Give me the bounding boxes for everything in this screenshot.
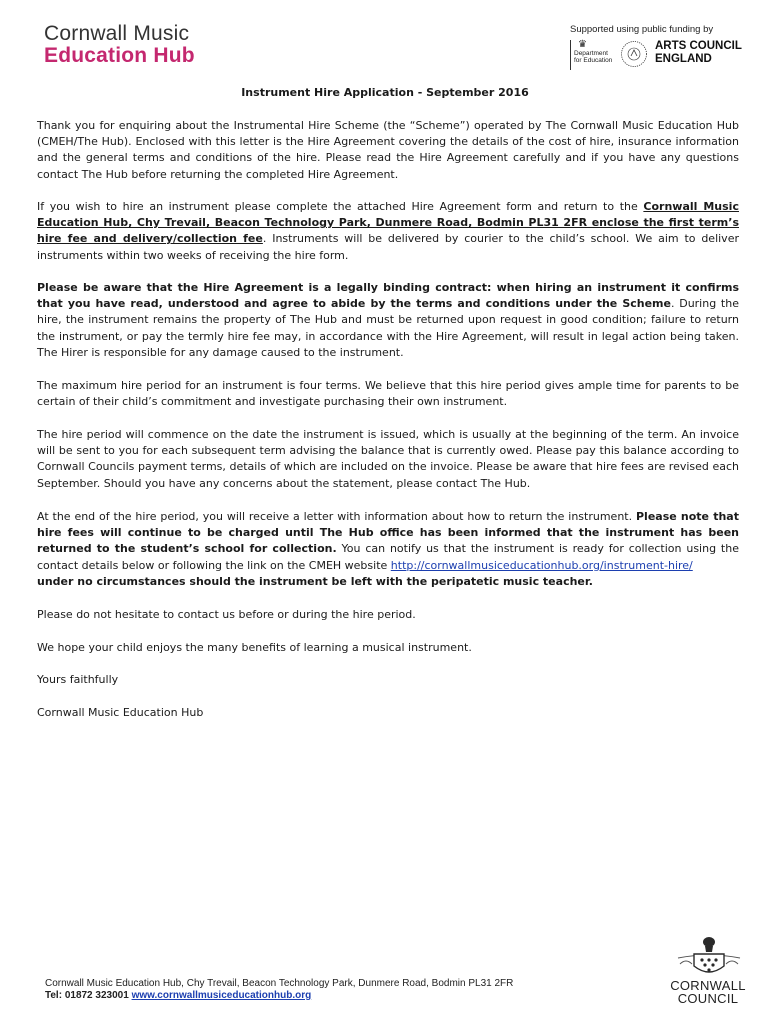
legal-notice-bold: Please be aware that the Hire Agreement is a legally binding contract: when hiring an instrument it confirms that you have read, understood and agree to abide by the terms and conditions under the Scheme xyxy=(37,281,739,311)
signature-text: Cornwall Music Education Hub xyxy=(37,706,204,719)
closing-text: Yours faithfully xyxy=(37,673,119,686)
arts-council-logo xyxy=(655,40,742,65)
max-hire-text: The maximum hire period for an instrument is four terms. We believe that this hire period gives ample time for parents to be certain of their child’s commitment and investigate purchasing their own instrument. xyxy=(37,379,739,409)
paragraph-return xyxy=(37,509,739,590)
return-text-c: You can notify us that the instrument is ready for collection using the contact details below or following the link on the CMEH website xyxy=(37,542,739,572)
benefits-text: We hope your child enjoys the many benefits of learning a musical instrument. xyxy=(37,641,472,654)
dfe-line2: for Education xyxy=(574,57,613,64)
return-warning-bold: under no circumstances should the instrument be left with the peripatetic music teacher. xyxy=(37,574,593,588)
legal-notice-text: . During the hire, the instrument remains the property of The Hub and must be returned upon request in good condition; failure to return the instrument, or pay the termly hire fee may, in accordance with the Hire Agreement, will result in legal action being taken. The Hirer is responsible for any damage caused to the instrument. xyxy=(37,297,739,359)
arts-council-roundel-icon xyxy=(620,40,648,68)
closing xyxy=(37,672,739,688)
signature xyxy=(37,705,739,721)
footer-contact xyxy=(45,990,311,1001)
how-to-hire-text-c: . Instruments will be delivered by courier to the child’s school. We aim to deliver instruments within two weeks of receiving the hire form. xyxy=(37,232,739,262)
cornwall-council-logo xyxy=(660,979,756,1005)
footer-address: Cornwall Music Education Hub, Chy Trevail, Beacon Technology Park, Dunmere Road, Bodmin PL31 2FR xyxy=(45,978,514,989)
council-line1: CORNWALL xyxy=(670,978,746,993)
paragraph-how-to-hire xyxy=(37,199,739,264)
return-text-a: At the end of the hire period, you will receive a letter with information about how to return the instrument. xyxy=(37,510,636,523)
contact-text: Please do not hesitate to contact us before or during the hire period. xyxy=(37,608,416,621)
paragraph-legal-notice xyxy=(37,280,739,361)
return-notice-bold: Please note that hire fees will continue to be charged until The Hub office has been informed that the instrument has been returned to the student’s school for collection. xyxy=(37,510,739,556)
how-to-hire-text-a: If you wish to hire an instrument please complete the attached Hire Agreement form and return to the xyxy=(37,200,644,213)
ace-line1: ARTS COUNCIL xyxy=(655,40,742,52)
council-line2: COUNCIL xyxy=(677,991,739,1006)
letter-title: Instrument Hire Application - September 2016 xyxy=(241,86,529,99)
paragraph-intro xyxy=(37,118,739,183)
ace-line2: ENGLAND xyxy=(655,52,712,65)
return-address-bold: Cornwall Music Education Hub, Chy Trevail, Beacon Technology Park, Dunmere Road, Bodmin PL31 2FR enclose the first term’s hire fee and delivery/collection fee xyxy=(37,200,739,246)
paragraph-max-hire-period xyxy=(37,378,739,410)
royal-crest-icon: ♛ xyxy=(578,39,587,50)
paragraph-contact xyxy=(37,607,739,623)
instrument-hire-link[interactable]: http://cornwallmusiceducationhub.org/instrument-hire/ xyxy=(390,558,693,572)
funding-text: Supported using public funding by xyxy=(570,24,714,35)
intro-text: Thank you for enquiring about the Instrumental Hire Scheme (the “Scheme”) operated by The Cornwall Music Education Hub (CMEH/The Hub). Enclosed with this letter is the Hire Agreement covering the details of the cost of hire, insurance information and the general terms and conditions of the hire. Please read the Hire Agreement carefully and if you have any questions contact The Hub before returning the completed Hire Agreement. xyxy=(37,119,739,181)
dfe-line1: Department xyxy=(574,50,608,57)
footer-telephone: Tel: 01872 323001 xyxy=(45,990,132,1001)
hub-logo-line1: Cornwall Music xyxy=(44,22,190,45)
cornwall-council-crest-icon xyxy=(672,934,746,980)
footer-website-link[interactable]: www.cornwallmusiceducationhub.org xyxy=(131,990,312,1001)
hub-logo-line2: Education Hub xyxy=(44,44,195,67)
paragraph-benefits xyxy=(37,640,739,656)
hire-period-text: The hire period will commence on the date the instrument is issued, which is usually at the beginning of the term. An invoice will be sent to you for each subsequent term advising the balance that is currently owed. Please pay this balance according to Cornwall Councils payment terms, details of which are included on the invoice. Please be aware that hire fees are revised each September. Should you have any concerns about the statement, please contact The Hub. xyxy=(37,428,739,490)
paragraph-hire-period xyxy=(37,427,739,492)
dfe-logo xyxy=(570,40,616,70)
